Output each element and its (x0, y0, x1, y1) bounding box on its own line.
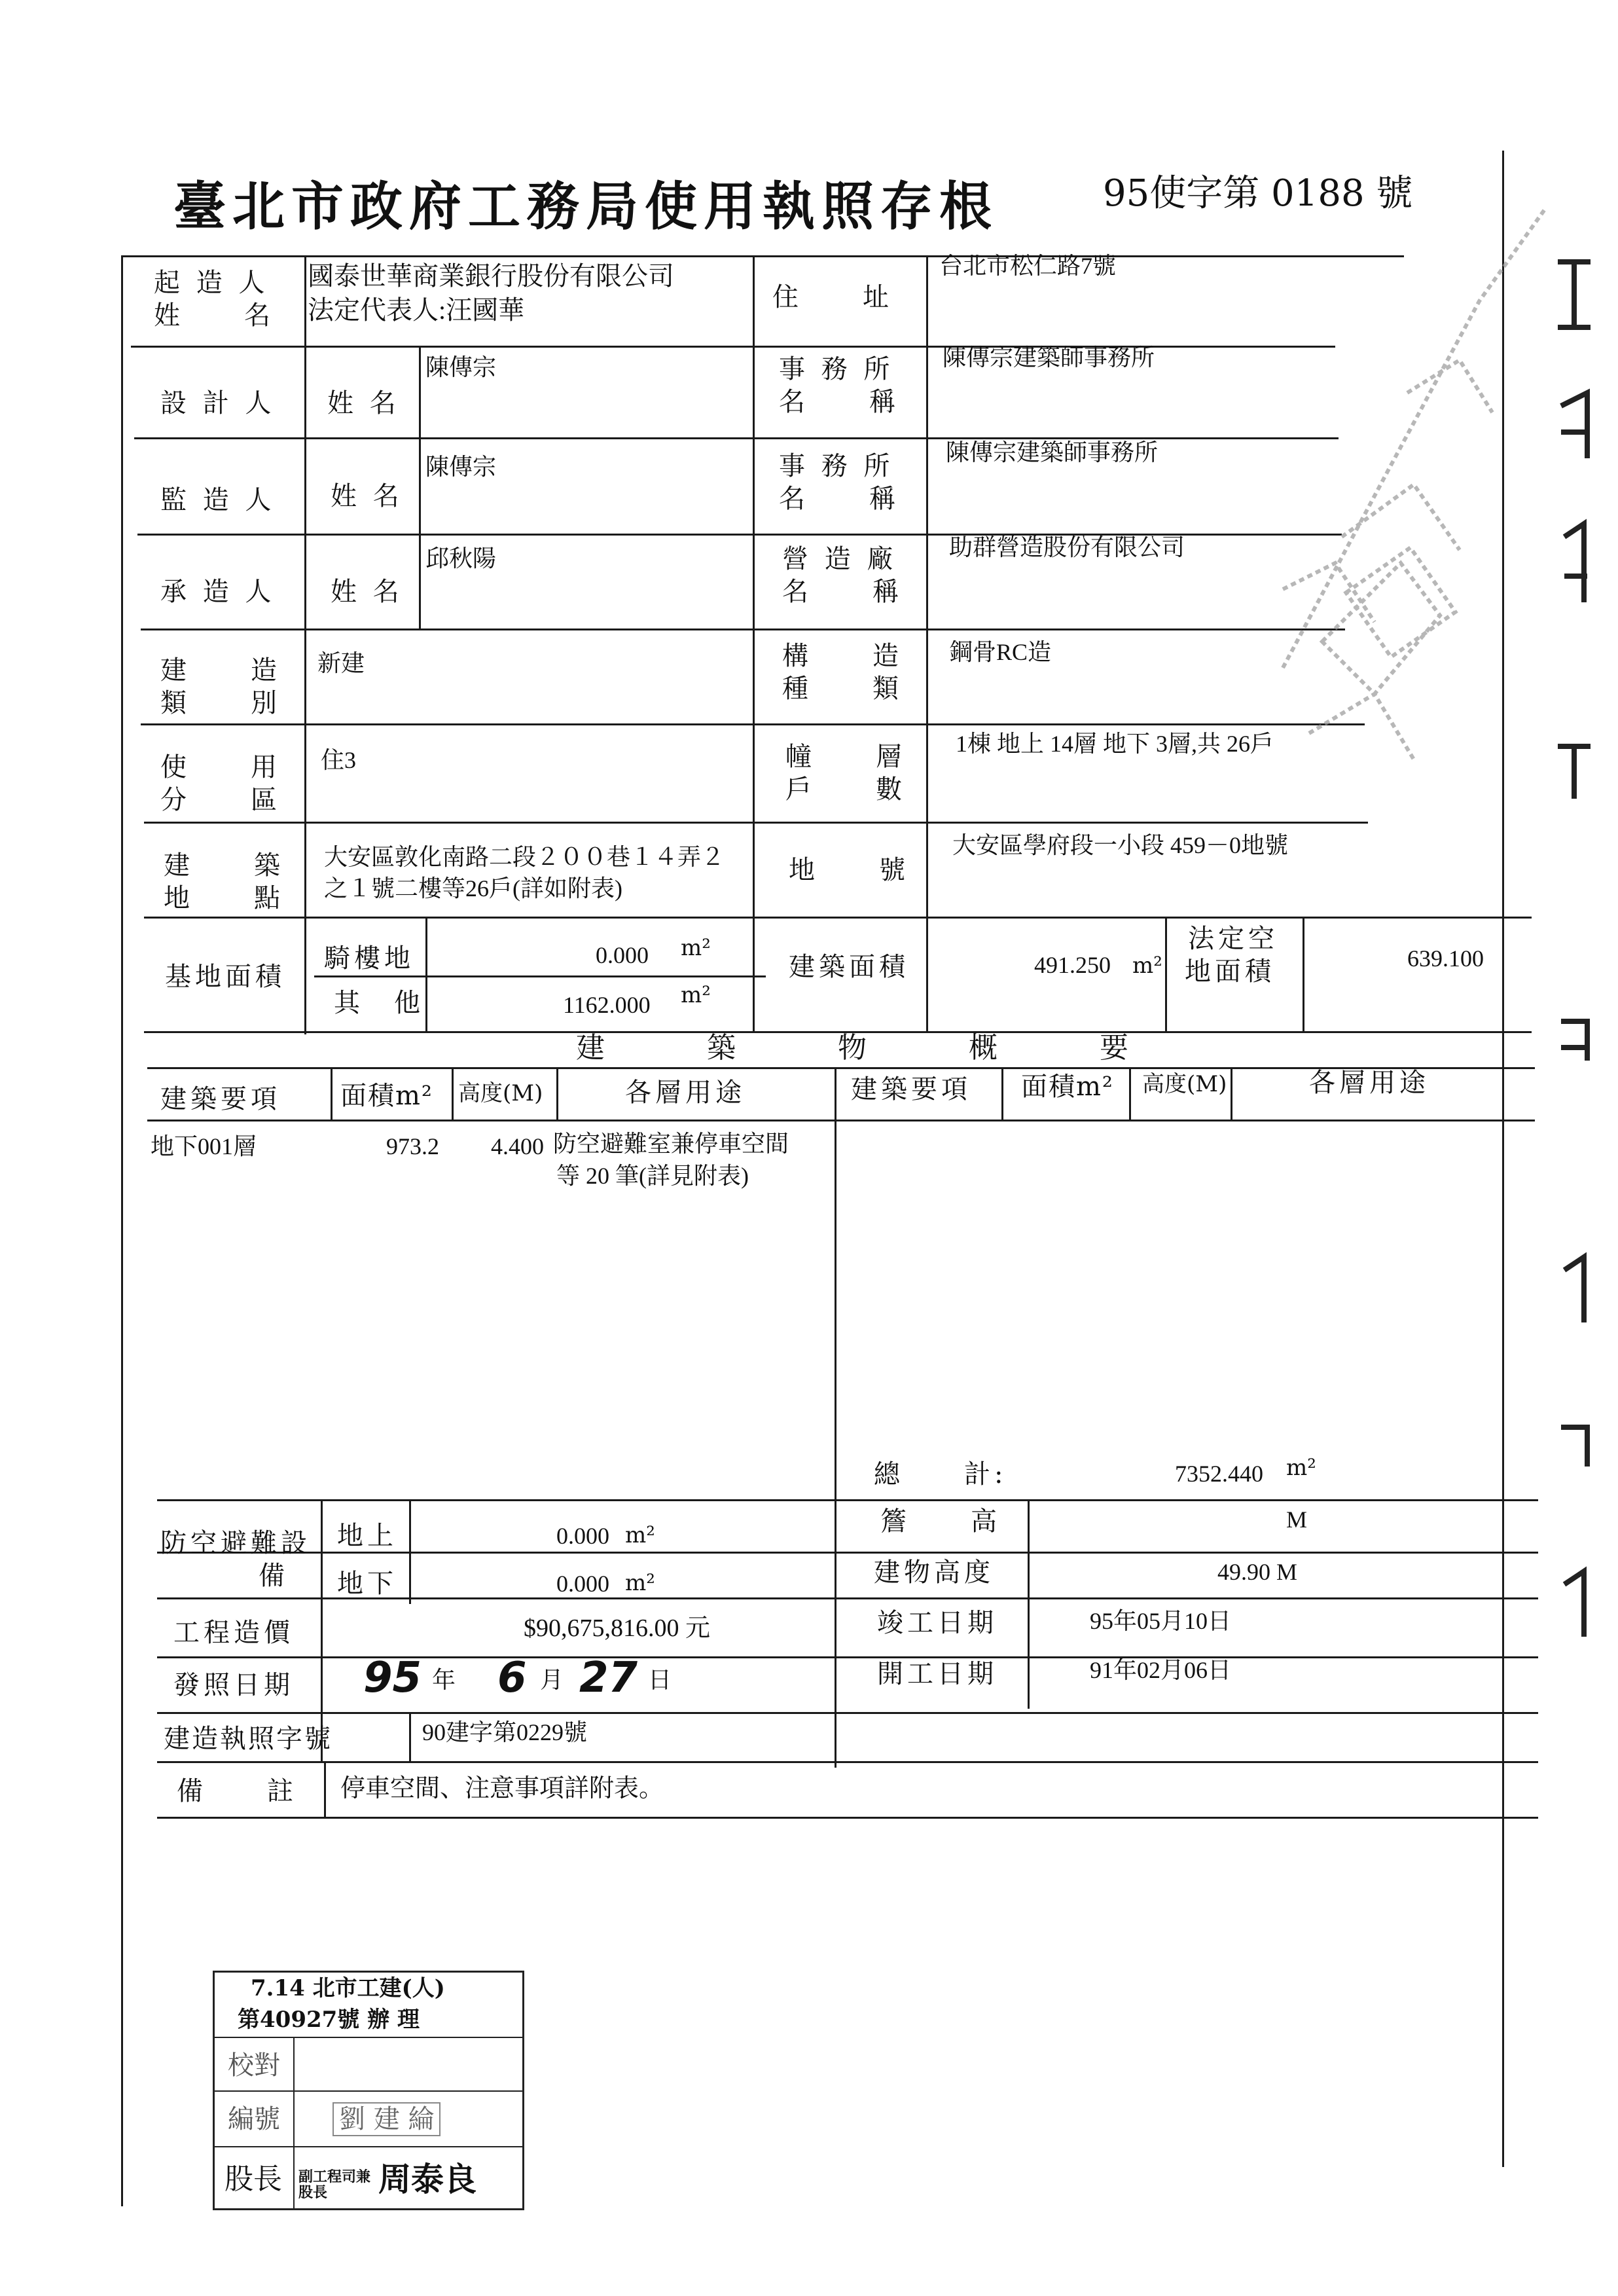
arcade-value: 0.000 (596, 942, 649, 968)
site-area-label: 基地面積 (165, 962, 285, 992)
row-line (157, 1817, 1538, 1819)
cost-value: $90,675,816.00 元 (524, 1614, 711, 1642)
start-date-value: 91年02月06日 (1090, 1657, 1232, 1683)
row-line (121, 255, 1404, 257)
supervisor-label: 監 造 人 (160, 485, 276, 515)
chief-title: 副工程司兼股長 (298, 2168, 371, 2202)
col-line (425, 917, 427, 1031)
other-label: 其 他 (334, 988, 424, 1018)
issue-day: 27 (579, 1654, 638, 1702)
issue-date-label: 發照日期 (173, 1670, 294, 1700)
construction-type-label-1: 建 造 (160, 655, 281, 685)
stamp-line-1: 7.14 北市工建(人) (251, 1975, 445, 2001)
units-value: 1棟 地上 14層 地下 3層,共 26戶 (956, 731, 1274, 757)
row-line (147, 1120, 1535, 1121)
office-stamp (213, 1971, 524, 2210)
contractor-company: 助群營造股份有限公司 (949, 534, 1185, 560)
remarks-label: 備 註 (177, 1776, 297, 1806)
stamp-rule (215, 2090, 522, 2092)
summary-row-use-2: 等 20 筆(詳見附表) (556, 1163, 749, 1189)
col-line (1001, 1067, 1003, 1120)
summary-col-area-left: 面積m² (340, 1081, 433, 1111)
building-height-value: 49.90 M (1217, 1559, 1298, 1585)
summary-col-use-left: 各層用途 (625, 1078, 746, 1108)
col-line (1028, 1499, 1030, 1709)
structure-type: 鋼骨RC造 (949, 639, 1052, 665)
units-label-2: 戶 數 (785, 774, 906, 805)
arcade-unit: m² (681, 935, 711, 961)
shelter-above-value: 0.000 (556, 1523, 609, 1549)
stamp-rule (215, 2146, 522, 2147)
zone-label-2: 分 區 (160, 785, 281, 815)
structure-label-1: 構 造 (782, 641, 903, 671)
issue-month: 6 (497, 1654, 527, 1702)
zone-label-1: 使 用 (160, 752, 281, 782)
permit-ref-value: 90建字第0229號 (422, 1719, 588, 1745)
location-label-2: 地 點 (164, 883, 284, 913)
summary-col-height-left: 高度(M) (458, 1080, 543, 1106)
open-space-label-2: 地面積 (1185, 957, 1275, 987)
col-line (324, 1761, 326, 1817)
lot-label: 地 號 (789, 855, 909, 885)
eave-label: 簷 高 (880, 1506, 1001, 1537)
col-line (409, 1712, 411, 1761)
supervisor-office-label-2: 名 稱 (779, 484, 899, 514)
col-line (556, 1067, 558, 1120)
eave-value: M (1286, 1506, 1308, 1533)
summary-col-area-right: 面積m² (1021, 1072, 1114, 1102)
col-line (321, 1499, 323, 1761)
address-value: 台北市松仁路7號 (939, 253, 1117, 279)
completion-value: 95年05月10日 (1090, 1608, 1232, 1634)
chief-name: 周泰良 (378, 2160, 476, 2198)
summary-col-height-right: 高度(M) (1142, 1071, 1227, 1097)
cost-label: 工程造價 (173, 1618, 294, 1648)
total-label: 總 計: (874, 1459, 1007, 1489)
permit-ref-label: 建造執照字號 (164, 1724, 333, 1754)
issue-day-unit: 日 (648, 1667, 672, 1693)
construction-type-label-2: 類 別 (160, 688, 281, 718)
summary-col-item-right: 建築要項 (851, 1074, 971, 1104)
location-line-1: 大安區敦化南路二段２００巷１４弄２ (324, 844, 725, 870)
supervisor-office-label-1: 事 務 所 (779, 451, 894, 481)
designer-name-label: 姓 名 (327, 388, 400, 418)
summary-row-item: 地下001層 (151, 1133, 257, 1159)
owner-label-2: 姓 名 (154, 301, 274, 331)
col-line (1303, 917, 1304, 1031)
summary-title: 建 築 物 概 要 (576, 1031, 1132, 1065)
summary-col-use-right: 各層用途 (1309, 1068, 1429, 1098)
issue-year-unit: 年 (432, 1667, 456, 1693)
summary-row-use-1: 防空避難室兼停車空間 (553, 1131, 789, 1157)
number-value: 劉 建 綸 (333, 2102, 440, 2136)
row-line (314, 975, 766, 977)
col-line (304, 255, 306, 1034)
other-value: 1162.000 (563, 992, 651, 1018)
row-line (157, 1712, 1538, 1714)
row-line (144, 917, 1532, 919)
designer-office: 陳傳宗建築師事務所 (943, 344, 1155, 371)
col-line (1231, 1067, 1232, 1120)
shelter-label-2: 備 (259, 1561, 289, 1591)
total-value: 7352.440 (1175, 1461, 1263, 1487)
owner-label-1: 起 造 人 (154, 268, 269, 298)
supervisor-office: 陳傳宗建築師事務所 (946, 439, 1159, 465)
other-unit: m² (681, 982, 711, 1008)
col-line (1165, 917, 1167, 1031)
building-height-label: 建物高度 (874, 1558, 994, 1588)
check-label: 校對 (228, 2050, 280, 2081)
chief-label: 股長 (225, 2162, 282, 2196)
col-line (753, 255, 755, 1031)
shelter-above-label: 地上 (337, 1521, 397, 1551)
row-line (144, 822, 1368, 824)
shelter-label-1: 防空避難設 (160, 1528, 311, 1558)
remarks-value: 停車空間、注意事項詳附表。 (340, 1775, 664, 1802)
shelter-below-unit: m² (625, 1570, 655, 1596)
col-line (331, 1067, 333, 1120)
contractor-label: 承 造 人 (160, 577, 276, 607)
faded-seal-icon (1244, 196, 1571, 851)
building-area-label: 建築面積 (789, 952, 909, 982)
designer-office-label-2: 名 稱 (779, 387, 899, 417)
owner-name-1: 國泰世華商業銀行股份有限公司 (308, 261, 674, 291)
number-label: 編號 (228, 2104, 280, 2134)
col-line (926, 255, 928, 1031)
issue-month-unit: 月 (540, 1667, 564, 1693)
shelter-below-value: 0.000 (556, 1571, 609, 1597)
document-title: 臺北市政府工務局使用執照存根 (173, 176, 998, 237)
designer-office-label-1: 事 務 所 (779, 354, 894, 384)
stamp-line-2: 第40927號 辦 理 (238, 2007, 420, 2033)
open-space-label-1: 法定空 (1188, 924, 1278, 954)
left-border (121, 255, 123, 2206)
designer-label: 設 計 人 (160, 388, 276, 418)
building-area-value: 491.250 (1034, 952, 1111, 978)
summary-col-item-left: 建築要項 (160, 1084, 281, 1114)
contractor-company-label-1: 營 造 廠 (782, 544, 897, 574)
shelter-below-label: 地下 (337, 1569, 397, 1599)
lot-value: 大安區學府段一小段 459－0地號 (952, 832, 1289, 858)
structure-label-2: 種 類 (782, 674, 903, 704)
contractor-name-label: 姓 名 (331, 577, 403, 607)
row-line (157, 1499, 1538, 1501)
row-line (157, 1761, 1538, 1763)
col-line (452, 1067, 454, 1120)
zone-value: 住3 (321, 747, 357, 773)
start-date-label: 開工日期 (877, 1659, 998, 1689)
summary-row-area: 973.2 (386, 1133, 439, 1159)
address-label: 住 址 (772, 282, 893, 312)
summary-row-height: 4.400 (491, 1133, 544, 1159)
stamp-col (293, 2038, 295, 2208)
supervisor-name-label: 姓 名 (331, 481, 403, 511)
row-line (157, 1552, 1538, 1554)
building-area-unit: m² (1132, 953, 1162, 979)
location-line-2: 之１號二樓等26戶(詳如附表) (324, 875, 622, 902)
issue-year: 95 (363, 1654, 422, 1702)
contractor-company-label-2: 名 稱 (782, 577, 903, 607)
location-label-1: 建 築 (164, 850, 284, 881)
designer-name: 陳傳宗 (425, 354, 497, 380)
stamp-rule (215, 2037, 522, 2038)
arcade-label: 騎樓地 (324, 943, 414, 974)
construction-type: 新建 (317, 650, 365, 676)
col-line (1129, 1067, 1131, 1120)
shelter-above-unit: m² (625, 1522, 655, 1548)
owner-name-2: 法定代表人:汪國華 (308, 295, 525, 325)
completion-label: 竣工日期 (877, 1608, 998, 1638)
contractor-name: 邱秋陽 (425, 545, 497, 572)
row-line (141, 629, 1345, 630)
col-line (835, 1067, 836, 1768)
col-line (409, 1499, 411, 1604)
col-line (419, 347, 421, 629)
supervisor-name: 陳傳宗 (425, 454, 497, 480)
permit-number: 95使字第 0188 號 (1103, 172, 1413, 215)
total-unit: m² (1286, 1455, 1316, 1481)
units-label-1: 幢 層 (785, 742, 906, 772)
open-space-value: 639.100 (1407, 945, 1484, 972)
